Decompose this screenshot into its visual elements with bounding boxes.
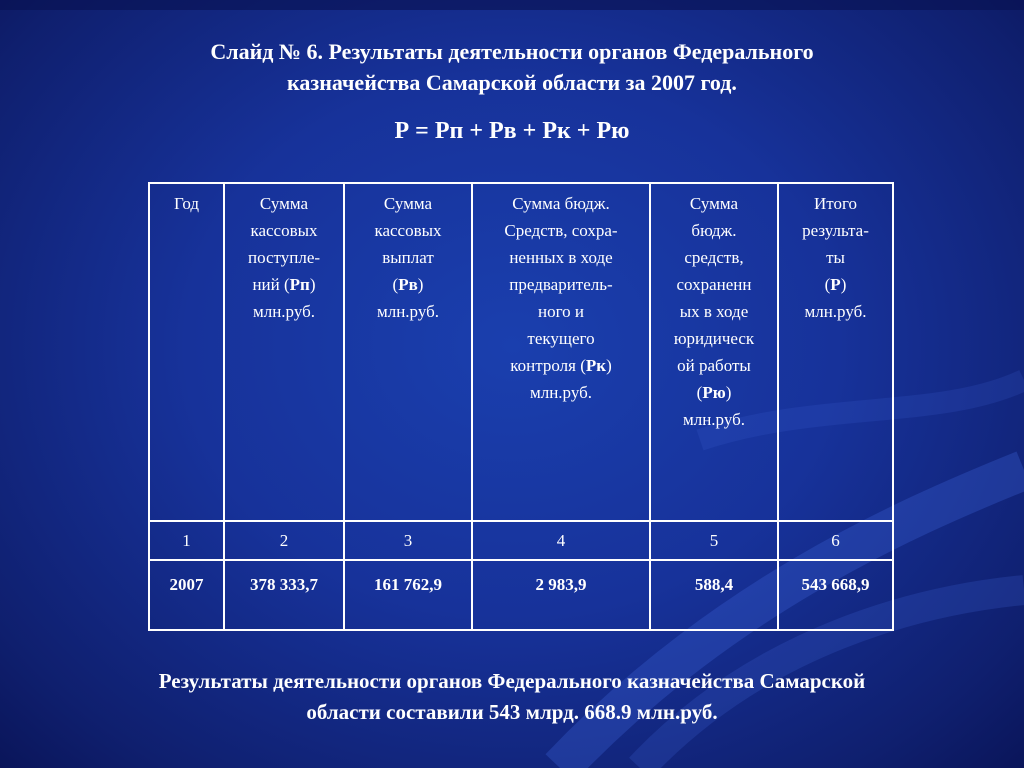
table-header-row: [149, 183, 893, 521]
column-number-row: [149, 521, 893, 560]
value-legal-savings: 588,4: [650, 560, 778, 630]
column-number-cell: 3: [344, 521, 472, 560]
values-row: [149, 560, 893, 630]
slide-title-line-2: казначейства Самарской области за 2007 год.: [287, 70, 737, 95]
value-control-savings: 2 983,9: [472, 560, 650, 630]
header-cell-year: Год: [149, 183, 224, 521]
header-cell-total: Итого результа- ты (Р) млн.руб.: [778, 183, 893, 521]
value-receipts: 378 333,7: [224, 560, 344, 630]
results-table: [148, 182, 894, 631]
slide-title-line-1: Слайд № 6. Результаты деятельности органов Федерального: [210, 39, 814, 64]
column-number-cell: 2: [224, 521, 344, 560]
value-year: 2007: [149, 560, 224, 630]
formula: Р = Рп + Рв + Рк + Рю: [394, 118, 630, 144]
column-number-cell: 5: [650, 521, 778, 560]
column-number-cell: 1: [149, 521, 224, 560]
column-number-cell: 4: [472, 521, 650, 560]
value-payments: 161 762,9: [344, 560, 472, 630]
slide-title: [120, 36, 904, 98]
header-cell-control-savings: Сумма бюдж. Средств, сохра- ненных в ходе предваритель- ного и текущего контроля (Рк) млн.руб.: [472, 183, 650, 521]
column-number-cell: 6: [778, 521, 893, 560]
header-cell-legal-savings: Сумма бюдж. средств, сохраненн ых в ходе юридическ ой работы (Рю) млн.руб.: [650, 183, 778, 521]
summary-line-1: Результаты деятельности органов Федерального казначейства Самарской: [158, 669, 866, 693]
value-total: 543 668,9: [778, 560, 893, 630]
header-cell-receipts: Сумма кассовых поступле- ний (Рп) млн.руб.: [224, 183, 344, 521]
header-cell-payments: Сумма кассовых выплат (Рв) млн.руб.: [344, 183, 472, 521]
summary-text: [60, 666, 964, 728]
summary-line-2: области составили 543 млрд. 668.9 млн.руб.: [306, 700, 718, 724]
